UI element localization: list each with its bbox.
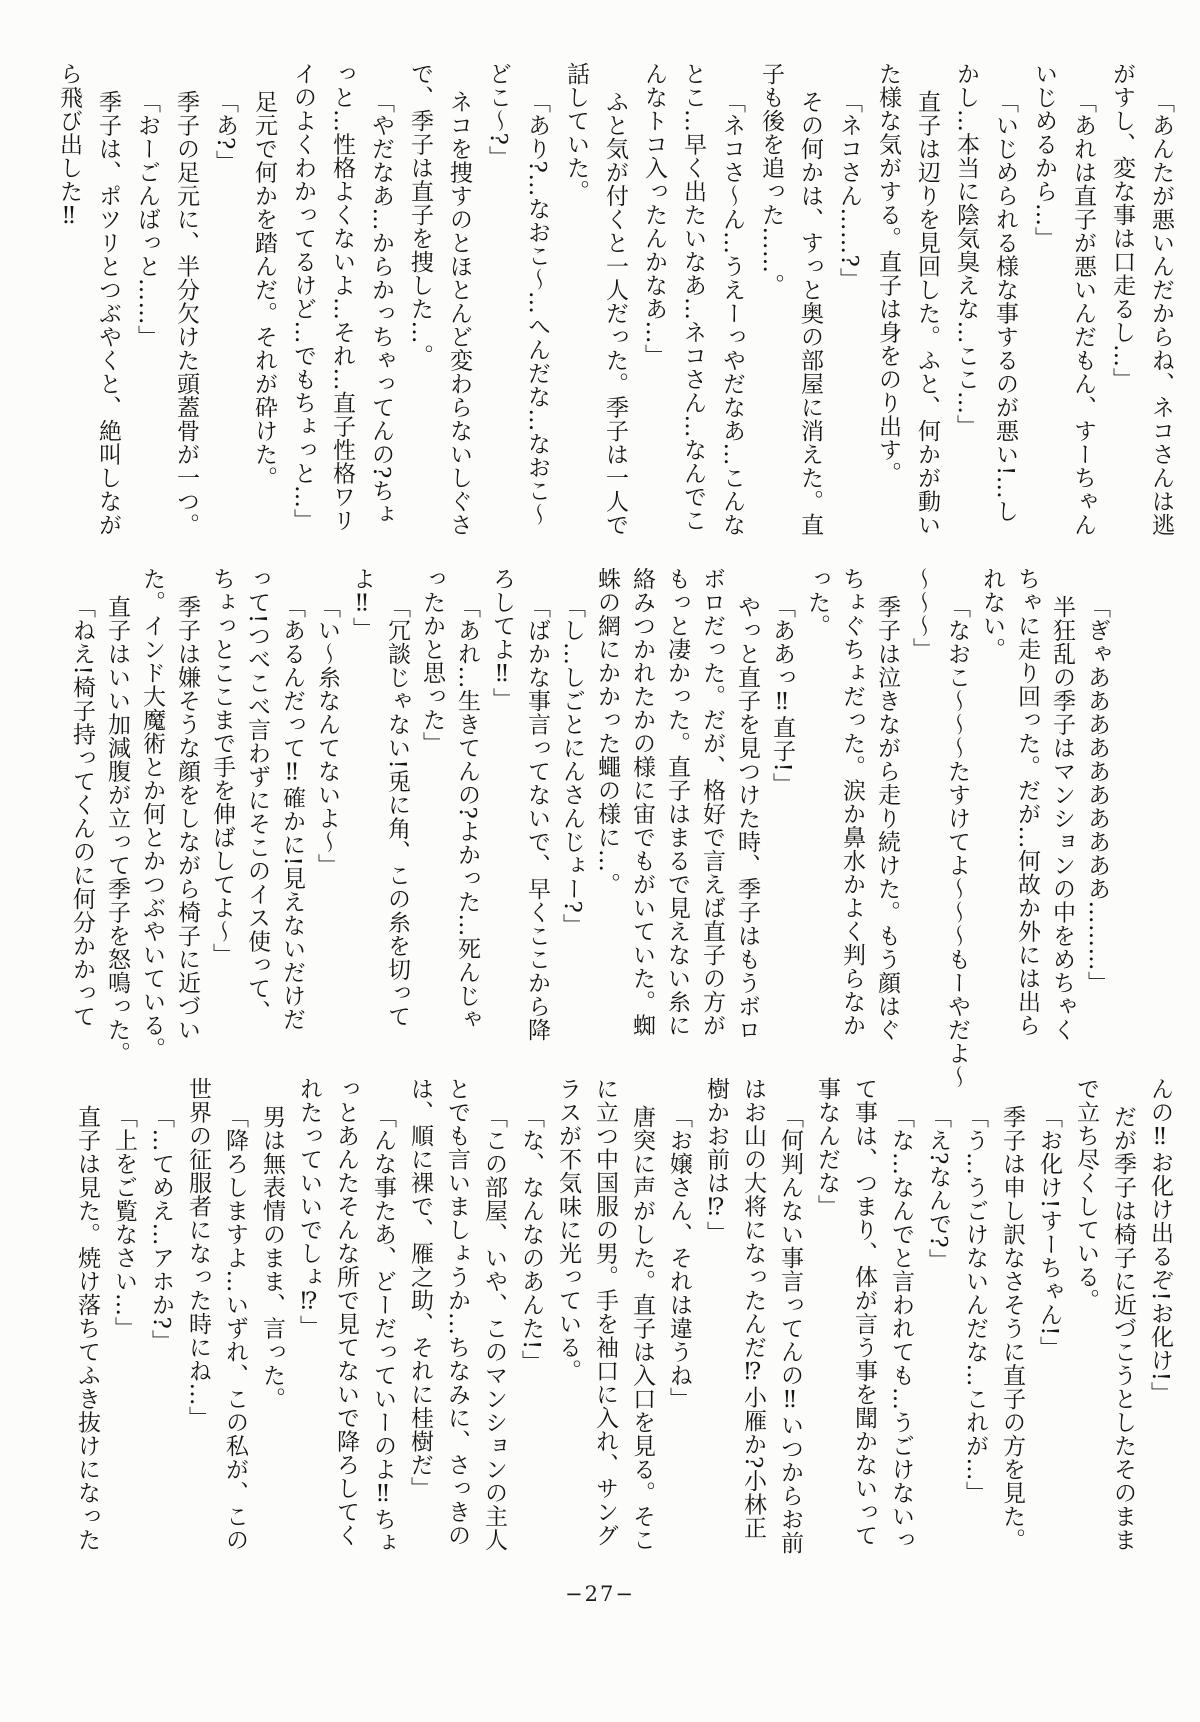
text-column: 「あんたが悪いんだからね、ネコさんは逃 bbox=[1148, 90, 1174, 537]
text-column: 世界の征服者になった時にね…」 bbox=[185, 1077, 211, 1430]
text-column: ボロだった。だが、格好で言えば直子の方が bbox=[699, 567, 725, 1037]
text-column: っとあんたそんな所で見てないで降ろしてく bbox=[333, 1077, 359, 1547]
text-column: 「おーごんばっと……」 bbox=[134, 90, 160, 349]
text-column: 「いじめられる様な事するのが悪い!…し bbox=[992, 90, 1018, 523]
text-column: どこ〜?」 bbox=[485, 62, 511, 169]
text-column: ネコを捜すのとほとんど変わらないしぐさ bbox=[446, 90, 472, 537]
text-column: だが季子は椅子に近づこうとしたそのまま bbox=[1110, 1105, 1136, 1552]
text-column: いじめるから…」 bbox=[1031, 62, 1057, 250]
text-column: て事は、つまり、体が言う事を聞かないって bbox=[851, 1077, 877, 1547]
text-column: 「う…うごけないんだな…これが…」 bbox=[962, 1105, 988, 1505]
text-column: イのよくわかってるけど…でもちょっと…」 bbox=[290, 62, 316, 532]
text-column: 「あるんだって‼確かに!見えないだけだ bbox=[279, 595, 305, 1031]
text-column: 半狂乱の季子はマンションの中をめちゃく bbox=[1049, 595, 1075, 1042]
text-column: っと…性格よくないよ…それ…直子性格ワリ bbox=[329, 62, 355, 532]
text-column: 季子は嫌そうな顔をしながら椅子に近づい bbox=[174, 595, 200, 1042]
text-column: 「降ろしますよ…いずれ、この私が、この bbox=[222, 1105, 248, 1552]
text-column: 「ねえ!椅子持ってくんのに何分かかって bbox=[69, 595, 95, 1028]
text-column: 「なおこ〜〜〜たすけてよ〜〜〜もーやだよ〜 bbox=[944, 595, 970, 1089]
text-column: れたっていいでしょ⁉」 bbox=[296, 1077, 322, 1339]
text-column: れない。 bbox=[979, 567, 1005, 661]
text-column: 「ネコさ〜ん…うえーっやだなあ…こんな bbox=[719, 90, 745, 537]
text-column: は、順に裸で、雁之助、それに桂樹だ」 bbox=[407, 1077, 433, 1500]
text-column: ちょっとここまで手を伸ばしてよ〜」 bbox=[209, 567, 235, 967]
page-number: −27− bbox=[565, 1582, 635, 1606]
text-column: 「お化け!すーちゃん!」 bbox=[1036, 1105, 1062, 1360]
text-column: 話していた。 bbox=[563, 62, 589, 203]
text-column: 「ネコさん……?」 bbox=[836, 90, 862, 291]
text-column: 季子の足元に、半分欠けた頭蓋骨が一つ。 bbox=[173, 90, 199, 537]
text-column: 季子は、ポツリとつぶやくと、絶叫しなが bbox=[95, 90, 121, 537]
text-column: ったかと思った」 bbox=[419, 567, 445, 755]
text-column: 「ぎゃああああああああああ………」 bbox=[1084, 595, 1110, 995]
text-column: よ‼」 bbox=[349, 567, 375, 641]
text-column: 蛛の網にかかった蠅の様に…。 bbox=[594, 567, 620, 896]
text-column: 「上をご覧なさい…」 bbox=[111, 1105, 137, 1340]
text-column: とこ…早く出たいなあ…ネコさん…なんでこ bbox=[680, 62, 706, 532]
text-column: んなトコ入ったんかなあ…」 bbox=[641, 62, 667, 368]
text-column: やっと直子を見つけた時、季子はもうボロ bbox=[734, 595, 760, 1042]
text-column: もっと凄かった。直子はまるで見えない糸に bbox=[664, 567, 690, 1037]
text-column: 「え?なんで?」 bbox=[925, 1105, 951, 1272]
text-column: 「あり?…なおこ〜…へんだな…なおこ〜 bbox=[524, 90, 550, 526]
text-column: 「あれは直子が悪いんだもん、すーちゃん bbox=[1070, 90, 1096, 537]
text-column: 「…てめえ…アホか?」 bbox=[148, 1105, 174, 1353]
text-column: 子も後を追った……。 bbox=[758, 62, 784, 297]
text-column: 「な、なんなのあんた!」 bbox=[518, 1105, 544, 1374]
text-column: 「お嬢さん、それは違うね」 bbox=[666, 1105, 692, 1411]
text-column: 男は無表情のまま、言った。 bbox=[259, 1105, 285, 1411]
text-column: 「あれ…生きてんの?よかった…死んじゃ bbox=[454, 595, 480, 1031]
text-column: 季子は泣きながら走り続けた。もう顔はぐ bbox=[874, 595, 900, 1042]
text-column: 「冗談じゃない!兎に角、この糸を切って bbox=[384, 595, 410, 1028]
text-column: 「やだなあ…からかっちゃってんの?ちょ bbox=[368, 90, 394, 526]
text-column: 唐突に声がした。直子は入口を見る。そこ bbox=[629, 1105, 655, 1552]
text-column: た。インド大魔術とか何とかつぶやいている。 bbox=[139, 567, 165, 1061]
text-column: た様な気がする。直子は身をのり出す。 bbox=[875, 62, 901, 485]
text-column: 「んな事たあ、どーだっていーのよ‼ちょ bbox=[370, 1105, 396, 1555]
text-column: はお山の大将になったんだ⁉小雁か?小林正 bbox=[740, 1077, 766, 1540]
text-column: 「何判んない事言ってんの‼いつからお前 bbox=[777, 1105, 803, 1555]
text-column: 〜〜〜」 bbox=[909, 567, 935, 661]
text-column: 直子はいい加減腹が立って季子を怒鳴った。 bbox=[104, 595, 130, 1065]
text-column: ちょぐちょだった。涙か鼻水かよく判らなか bbox=[839, 567, 865, 1037]
text-column: ラスが不気味に光っている。 bbox=[555, 1077, 581, 1383]
text-column: とでも言いましょうか…ちなみに、さっきの bbox=[444, 1077, 470, 1547]
text-column: んの‼お化け出るぞ!お化け!」 bbox=[1147, 1077, 1173, 1405]
text-column: 「あ?」 bbox=[212, 90, 238, 174]
text-column: で、季子は直子を捜した…。 bbox=[407, 62, 433, 368]
text-column: 樹かお前は⁉」 bbox=[703, 1077, 729, 1245]
text-band-top bbox=[49, 62, 1180, 548]
text-column: った。 bbox=[804, 567, 830, 638]
text-column: 「い〜糸なんてないよ〜」 bbox=[314, 595, 340, 877]
text-column: 「な…なんでと言われても…うごけないっ bbox=[888, 1105, 914, 1552]
text-column: に立つ中国服の男。手を袖口に入れ、サング bbox=[592, 1077, 618, 1547]
text-band-middle bbox=[64, 567, 1114, 1089]
text-column: 「ばかな事言ってないで、早くここから降 bbox=[524, 595, 550, 1042]
text-column: ろしてよ‼」 bbox=[489, 567, 515, 711]
text-column: 季子は申し訳なさそうに直子の方を見た。 bbox=[999, 1105, 1025, 1552]
text-column: 直子は辺りを見回した。ふと、何かが動い bbox=[914, 90, 940, 537]
text-column: 事なんだな」 bbox=[814, 1077, 840, 1218]
text-band-bottom bbox=[68, 1077, 1178, 1563]
text-column: その何かは、すっと奥の部屋に消えた。直 bbox=[797, 90, 823, 537]
text-column: 絡みつかれたかの様に宙でもがいていた。蜘 bbox=[629, 567, 655, 1037]
text-column: 「ああっ‼直子!」 bbox=[769, 595, 795, 796]
text-column: がすし、変な事は口走るし…」 bbox=[1109, 62, 1135, 391]
text-column: 「この部屋、いや、このマンションの主人 bbox=[481, 1105, 507, 1552]
text-column: で立ち尽くしている。 bbox=[1073, 1077, 1099, 1312]
text-column: 直子は見た。焼け落ちてふき抜けになった bbox=[74, 1105, 100, 1552]
text-column: 足元で何かを踏んだ。それが砕けた。 bbox=[251, 90, 277, 490]
text-column: ら飛び出した‼ bbox=[56, 62, 82, 230]
text-column: かし…本当に陰気臭えな…ここ…」 bbox=[953, 62, 979, 438]
text-column: 「し…しごとにんさんじょー?」 bbox=[559, 595, 585, 937]
text-column: ふと気が付くと一人だった。季子は一人で bbox=[602, 90, 628, 537]
text-column: って!つべこべ言わずにそこのイス使って、 bbox=[244, 567, 270, 1024]
text-column: ちゃに走り回った。だが…何故か外には出ら bbox=[1014, 567, 1040, 1037]
